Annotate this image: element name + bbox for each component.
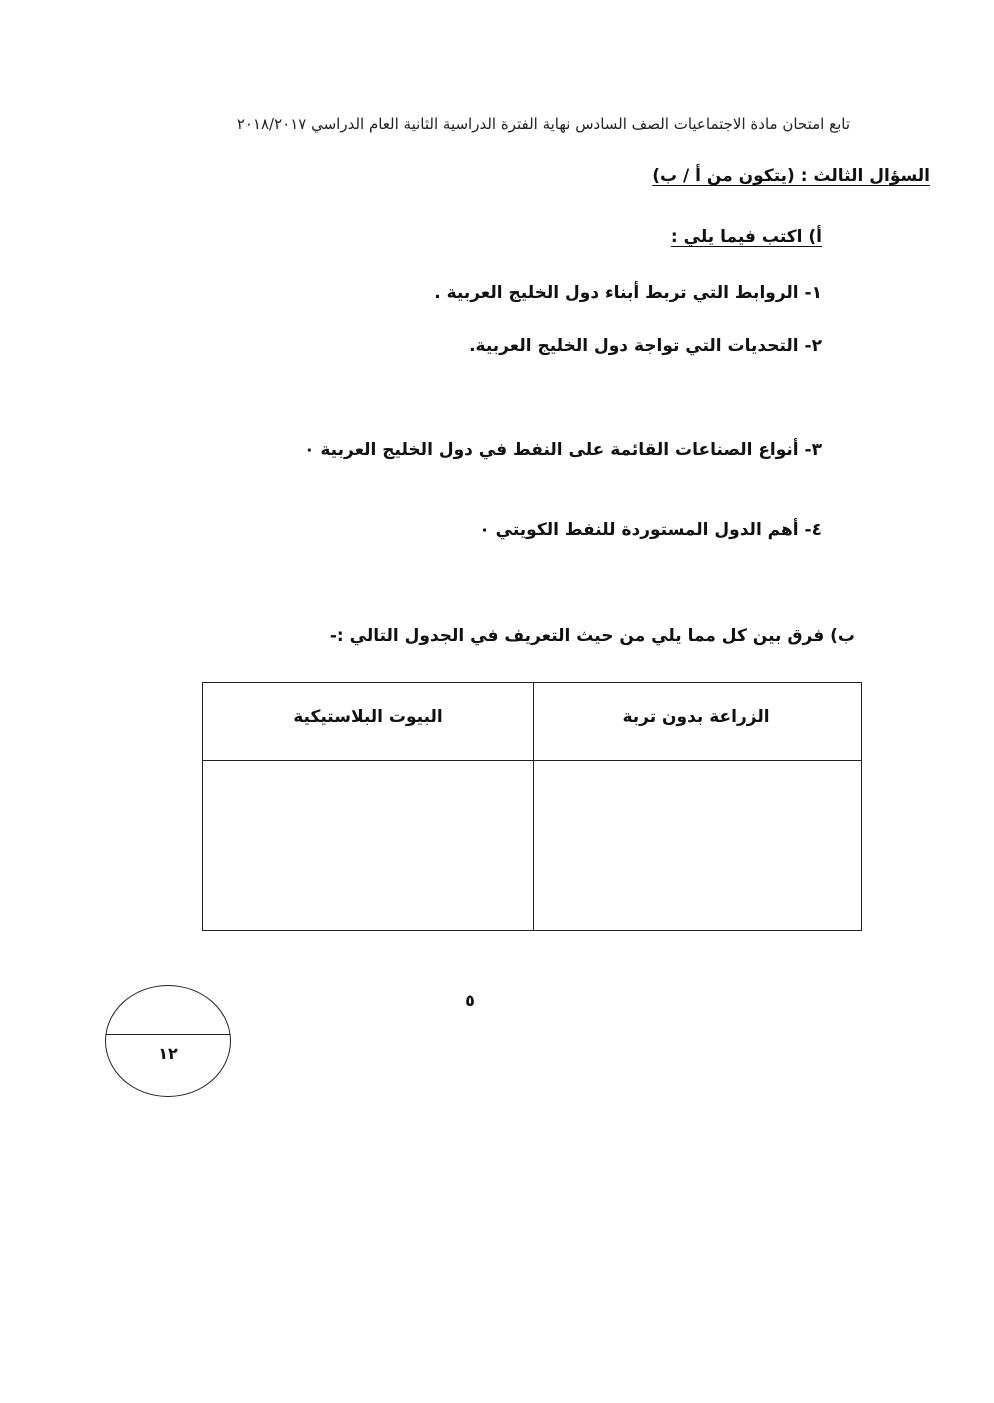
part-a-item-3: ٣- أنواع الصناعات القائمة على النفط في دول الخليج العربية ٠: [304, 440, 822, 460]
exam-header: تابع امتحان مادة الاجتماعيات الصف السادس نهاية الفترة الدراسية الثانية العام الدراسي ٢٠١٨/٢٠١٧: [236, 115, 850, 133]
part-b-heading: ب) فرق بين كل مما يلي من حيث التعريف في الجدول التالي :-: [329, 626, 855, 646]
table-header-greenhouses: البيوت البلاستيكية: [293, 707, 443, 727]
grade-box: [105, 985, 231, 1097]
comparison-table: [202, 682, 862, 931]
page-number: ٥: [465, 991, 475, 1010]
table-header-soilless-farming: الزراعة بدون تربة: [622, 707, 770, 727]
table-grid: [203, 683, 861, 930]
part-a-item-2: ٢- التحديات التي تواجة دول الخليج العربية.: [469, 336, 822, 356]
answer-cell-greenhouses[interactable]: [203, 761, 531, 929]
grade-divider: [106, 1034, 230, 1035]
grade-total: ١٢: [158, 1044, 178, 1063]
question-title: السؤال الثالث : (يتكون من أ / ب): [652, 166, 930, 186]
part-a-item-1: ١- الروابط التي تربط أبناء دول الخليج العربية .: [434, 283, 822, 303]
part-a-item-4: ٤- أهم الدول المستوردة للنفط الكويتي ٠: [479, 520, 822, 540]
answer-cell-soilless-farming[interactable]: [533, 761, 861, 929]
part-a-heading: أ) اكتب فيما يلي :: [670, 227, 822, 247]
